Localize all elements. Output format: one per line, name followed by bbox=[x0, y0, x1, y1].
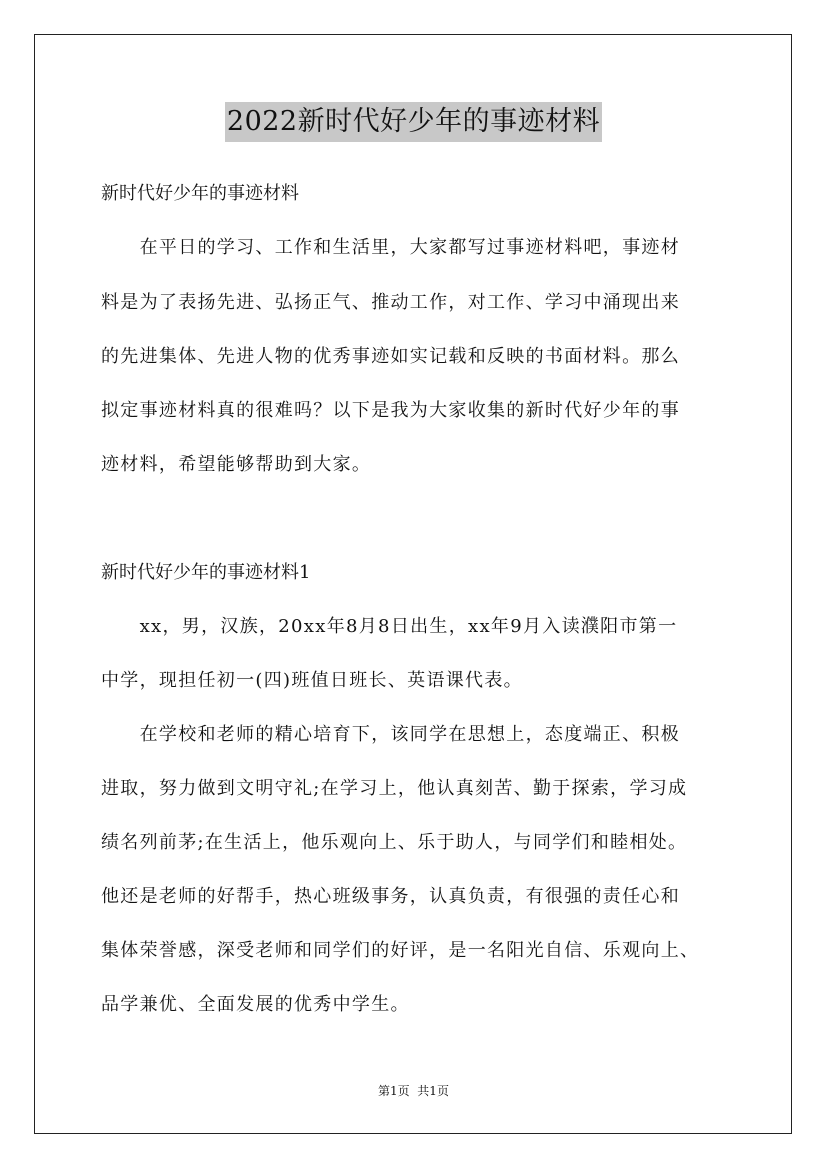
intro-heading: 新时代好少年的事迹材料 bbox=[101, 183, 299, 204]
intro-line: 迹材料，希望能够帮助到大家。 bbox=[101, 454, 372, 475]
intro-line: 的先进集体、先进人物的优秀事迹如实记载和反映的书面材料。那么 bbox=[101, 346, 680, 367]
intro-line: 在平日的学习、工作和生活里，大家都写过事迹材料吧，事迹材 bbox=[101, 237, 680, 258]
section1-para2-line: 在学校和老师的精心培育下，该同学在思想上，态度端正、积极 bbox=[101, 724, 680, 745]
title-container bbox=[0, 102, 827, 142]
section1-para2-line: 进取，努力做到文明守礼;在学习上，他认真刻苦、勤于探索，学习成 bbox=[101, 778, 688, 799]
page-footer: 第1页 共1页 bbox=[378, 1084, 449, 1098]
section1-para2-line: 他还是老师的好帮手，热心班级事务，认真负责，有很强的责任心和 bbox=[101, 886, 680, 907]
section1-para2-line: 集体荣誉感，深受老师和同学们的好评，是一名阳光自信、乐观向上、 bbox=[101, 940, 700, 961]
section1-para1-line: 中学，现担任初一(四)班值日班长、英语课代表。 bbox=[101, 670, 523, 691]
intro-line: 拟定事迹材料真的很难吗？以下是我为大家收集的新时代好少年的事 bbox=[101, 400, 680, 421]
section1-heading: 新时代好少年的事迹材料1 bbox=[101, 562, 311, 583]
section1-para2-line: 品学兼优、全面发展的优秀中学生。 bbox=[101, 994, 410, 1015]
section1-para1-line: xx，男，汉族，20xx年8月8日出生，xx年9月入读濮阳市第一 bbox=[101, 616, 678, 637]
document-title: 2022新时代好少年的事迹材料 bbox=[225, 102, 602, 142]
section1-para2-line: 绩名列前茅;在生活上，他乐观向上、乐于助人，与同学们和睦相处。 bbox=[101, 832, 688, 853]
intro-line: 料是为了表扬先进、弘扬正气、推动工作，对工作、学习中涌现出来 bbox=[101, 292, 680, 313]
